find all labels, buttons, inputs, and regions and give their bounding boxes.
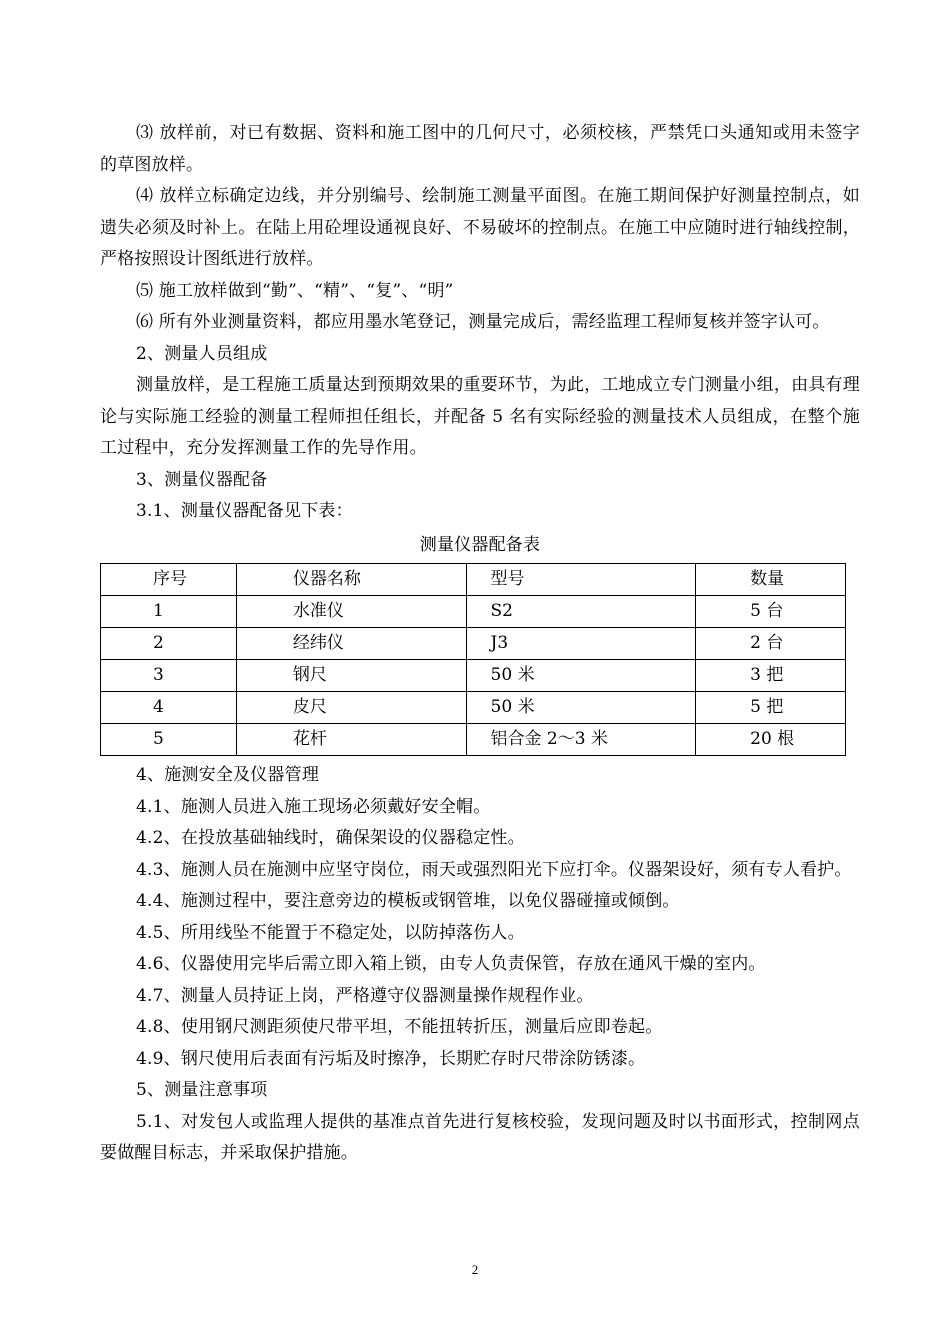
paragraph-safety-4-6: 4.6、仪器使用完毕后需立即入箱上锁，由专人负责保管，存放在通风干燥的室内。 — [136, 954, 766, 974]
paragraph-item-3: ⑶ 放样前，对已有数据、资料和施工图中的几何尺寸，必须校核，严禁凭口头通知或用未签字的草图放样。 — [100, 123, 860, 175]
paragraph-safety-4-2: 4.2、在投放基础轴线时，确保架设的仪器稳定性。 — [136, 828, 525, 848]
paragraph-safety-4-8: 4.8、使用钢尺测距须使尺带平坦，不能扭转折压，测量后应即卷起。 — [136, 1017, 663, 1037]
paragraph-item-4: ⑷ 放样立标确定边线，并分别编号、绘制施工测量平面图。在施工期间保护好测量控制点，如遗失必须及时补上。在陆上用砼埋设通视良好、不易破坏的控制点。在施工中应随时进行轴线控制，严格按照设计图纸进行放样。 — [100, 186, 860, 269]
cell-index: 4 — [101, 692, 237, 724]
header-cell-model: 型号 — [466, 564, 696, 596]
cell-index: 5 — [101, 724, 237, 756]
paragraph-safety-4-4: 4.4、施测过程中，要注意旁边的模板或钢管堆，以免仪器碰撞或倾倒。 — [136, 891, 680, 911]
table-row — [101, 660, 846, 692]
paragraph-instruments-intro: 3.1、测量仪器配备见下表： — [136, 501, 353, 521]
cell-model: 50 米 — [466, 692, 696, 724]
cell-name: 经纬仪 — [236, 628, 466, 660]
cell-quantity: 3 把 — [696, 660, 846, 692]
document-body — [100, 118, 860, 1170]
section-heading-instruments: 3、测量仪器配备 — [136, 469, 268, 490]
header-cell-quantity: 数量 — [696, 564, 846, 596]
cell-quantity: 5 把 — [696, 692, 846, 724]
instrument-table — [100, 563, 846, 756]
header-cell-index: 序号 — [101, 564, 237, 596]
table-row — [101, 596, 846, 628]
header-cell-name: 仪器名称 — [236, 564, 466, 596]
paragraph-notes-5-1: 5.1、对发包人或监理人提供的基准点首先进行复核校验，发现问题及时以书面形式，控制网点要做醒目标志，并采取保护措施。 — [100, 1111, 860, 1163]
section-heading-notes: 5、测量注意事项 — [136, 1080, 268, 1100]
cell-index: 3 — [101, 660, 237, 692]
section-heading-personnel: 2、测量人员组成 — [136, 343, 268, 364]
table-row — [101, 692, 846, 724]
paragraph-personnel: 测量放样，是工程施工质量达到预期效果的重要环节，为此，工地成立专门测量小组，由具有理论与实际施工经验的测量工程师担任组长，并配备 5 名有实际经验的测量技术人员组成，在整个施工过程中，充分发挥测量工作的先导作用。 — [100, 375, 860, 458]
cell-model: J3 — [466, 628, 696, 660]
section-heading-safety: 4、施测安全及仪器管理 — [136, 765, 320, 785]
cell-model: 50 米 — [466, 660, 696, 692]
cell-model: S2 — [466, 596, 696, 628]
cell-index: 1 — [101, 596, 237, 628]
cell-name: 水准仪 — [236, 596, 466, 628]
cell-quantity: 20 根 — [696, 724, 846, 756]
cell-quantity: 5 台 — [696, 596, 846, 628]
cell-name: 花杆 — [236, 724, 466, 756]
page-number: 2 — [471, 1262, 479, 1277]
cell-name: 钢尺 — [236, 660, 466, 692]
cell-index: 2 — [101, 628, 237, 660]
cell-name: 皮尺 — [236, 692, 466, 724]
paragraph-safety-4-3: 4.3、施测人员在施测中应坚守岗位，雨天或强烈阳光下应打伞。仪器架设好，须有专人看护。 — [136, 859, 852, 880]
paragraph-item-6: ⑹ 所有外业测量资料，都应用墨水笔登记，测量完成后，需经监理工程师复核并签字认可。 — [136, 312, 830, 332]
paragraph-item-5: ⑸ 施工放样做到“勤”、“精”、“复”、“明” — [136, 280, 454, 301]
cell-model: 铝合金 2～3 米 — [466, 724, 696, 756]
table-header-row — [101, 564, 846, 596]
paragraph-safety-4-1: 4.1、施测人员进入施工现场必须戴好安全帽。 — [136, 796, 491, 817]
cell-quantity: 2 台 — [696, 628, 846, 660]
paragraph-safety-4-9: 4.9、钢尺使用后表面有污垢及时擦净，长期贮存时尺带涂防锈漆。 — [136, 1048, 646, 1069]
table-row — [101, 724, 846, 756]
table-row — [101, 628, 846, 660]
paragraph-safety-4-5: 4.5、所用线坠不能置于不稳定处，以防掉落伤人。 — [136, 922, 525, 943]
table-caption: 测量仪器配备表 — [419, 534, 541, 555]
paragraph-safety-4-7: 4.7、测量人员持证上岗，严格遵守仪器测量操作规程作业。 — [136, 985, 594, 1006]
